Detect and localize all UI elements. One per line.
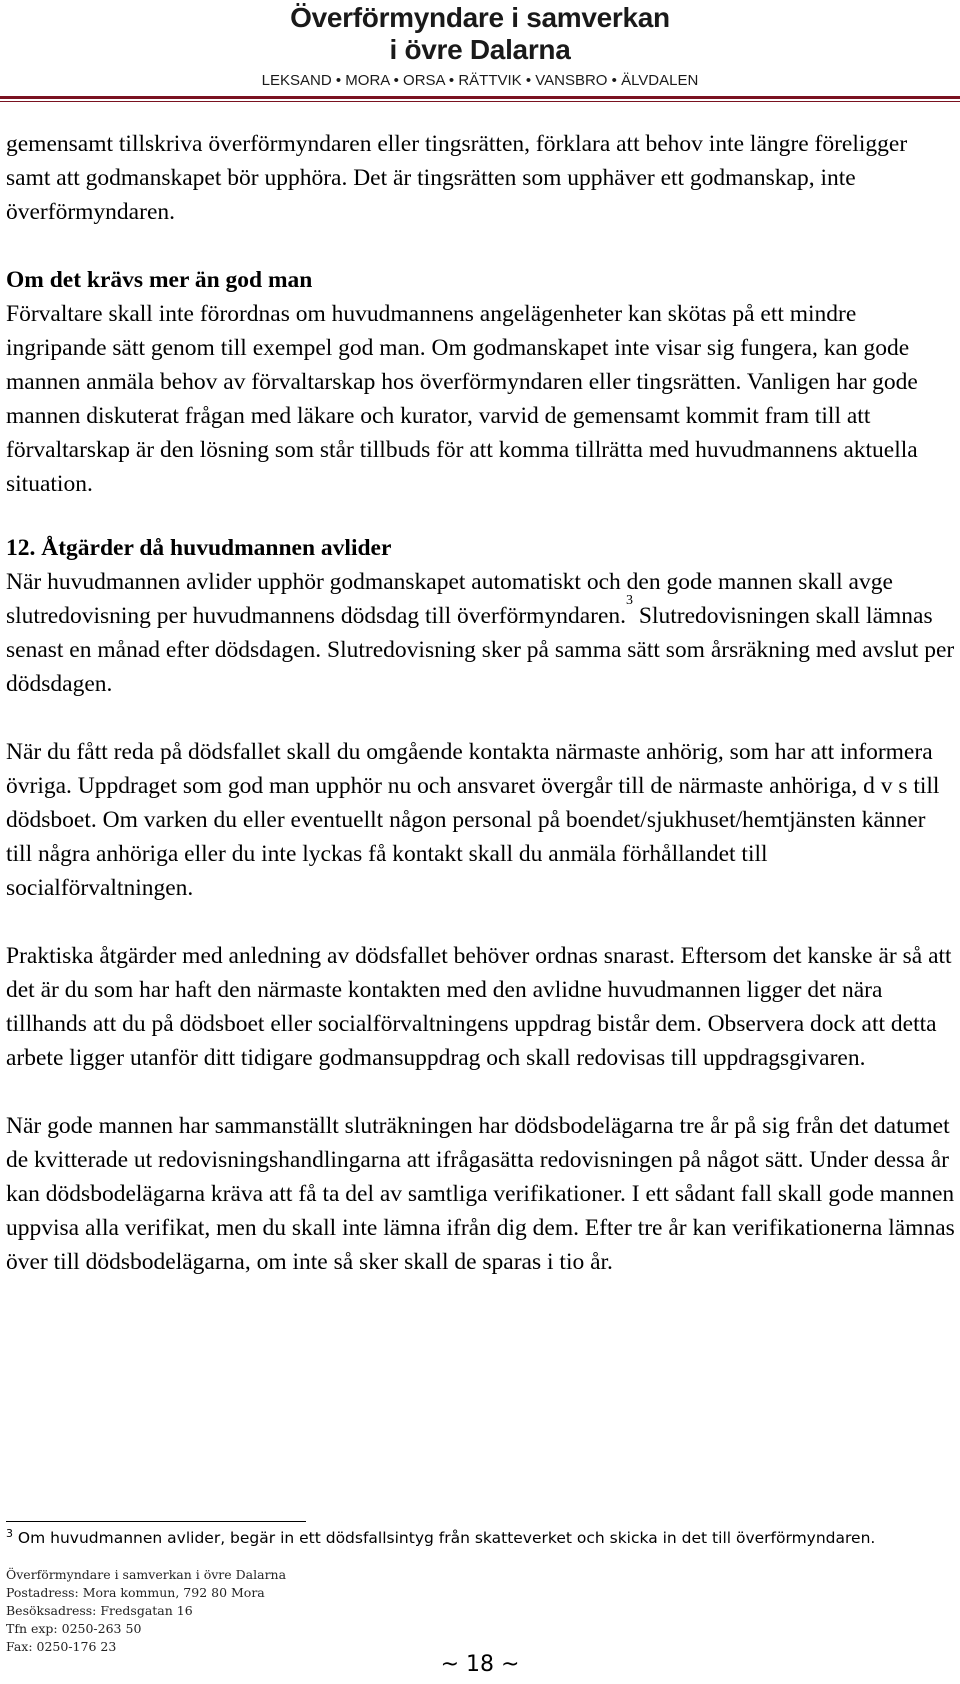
page-footer: [6, 1566, 406, 1656]
footnote-separator: [6, 1521, 306, 1522]
paragraph-text: Slutredovisningen skall lämnas senast en månad efter dödsdagen. Slutredovisning sker på samma sätt som årsräkning med avslut per dödsdagen.: [6, 603, 955, 697]
footnote: [6, 1527, 956, 1551]
section-heading-12: 12. Åtgärder då huvudmannen avlider: [6, 535, 392, 561]
footer-visit-address: Besöksadress: Fredsgatan 16: [6, 1603, 193, 1618]
header-rule-thick: [0, 96, 960, 99]
footnote-number: 3: [6, 1527, 13, 1540]
footer-org: Överförmyndare i samverkan i övre Dalarna: [6, 1567, 287, 1582]
section-12-paragraph-4: När gode mannen har sammanställt sluträkningen har dödsbodelägarna tre år på sig från det datumet de kvitterade ut redovisningshandlingarna att ifrågasätta redovisningen på något sätt. Under dessa år kan dödsbodelägarna kräva att få ta del av samtliga verifikationer. I ett sådant fall skall gode mannen uppvisa alla verifikat, men du skall inte lämna ifrån dig dem. Efter tre år kan verifikationerna lämnas över till dödsbodelägarna, om inte så sker skall de sparas i tio år.: [6, 1113, 955, 1275]
footer-fax: Fax: 0250-176 23: [6, 1639, 117, 1654]
municipalities-line: LEKSAND • MORA • ORSA • RÄTTVIK • VANSBRO • ÄLVDALEN: [261, 72, 699, 89]
footnote-text: Om huvudmannen avlider, begär in ett dödsfallsintyg från skatteverket och skicka in det till överförmyndaren.: [13, 1529, 876, 1547]
footer-postal-address: Postadress: Mora kommun, 792 80 Mora: [6, 1585, 265, 1600]
org-name-line-2: i övre Dalarna: [389, 34, 571, 65]
section-paragraph-more-than-god-man: Förvaltare skall inte förordnas om huvudmannens angelägenheter kan skötas på ett mindre ingripande sätt genom till exempel god man. Om godmanskapet inte visar sig fungera, kan gode mannen anmäla behov av förvaltarskap hos överförmyndaren eller tingsrätten. Vanligen har gode mannen diskuterat frågan med läkare och kurator, varvid de gemensamt kommit fram till att förvaltarskap är den lösning som står tillbuds för att komma tillrätta med huvudmannens aktuella situation.: [6, 301, 918, 497]
page-number: ~ 18 ~: [440, 1652, 520, 1677]
section-12-paragraph-3: Praktiska åtgärder med anledning av dödsfallet behöver ordnas snarast. Eftersom det kanske är så att det är du som har haft den närmaste kontakten med den avlidne huvudmannen ligger det nära tillhands att du på dödsboet eller socialförvaltningens uppdrag bistår dem. Observera dock att detta arbete ligger utanför ditt tidigare godmansuppdrag och skall redovisas till uppdragsgivaren.: [6, 943, 952, 1071]
section-12-paragraph-1: [6, 565, 956, 701]
document-body: [6, 127, 956, 1279]
org-name-line-1: Överförmyndare i samverkan: [290, 2, 670, 33]
header-rule-thin: [0, 101, 960, 102]
section-12-paragraph-2: När du fått reda på dödsfallet skall du omgående kontakta närmaste anhörig, som har att informera övriga. Uppdraget som god man upphör nu och ansvaret övergår till de närmaste anhöriga, d v s till dödsboet. Om varken du eller eventuellt någon personal på boendet/sjukhuset/hemtjänsten känner till några anhöriga eller du inte lyckas få kontakt skall du anmäla förhållandet till socialförvaltningen.: [6, 739, 940, 901]
section-heading-more-than-god-man: Om det krävs mer än god man: [6, 267, 313, 293]
page-header: [0, 0, 960, 100]
footnote-reference[interactable]: 3: [626, 593, 634, 609]
paragraph-text: När huvudmannen avlider upphör godmanskapet automatiskt och den gode mannen skall avge slutredovisning per huvudmannens dödsdag till överförmyndaren.: [6, 569, 893, 629]
intro-paragraph: gemensamt tillskriva överförmyndaren eller tingsrätten, förklara att behov inte längre föreligger samt att godmanskapet bör upphöra. Det är tingsrätten som upphäver ett godmanskap, inte överförmyndaren.: [6, 131, 908, 225]
footer-phone: Tfn exp: 0250-263 50: [6, 1621, 142, 1636]
